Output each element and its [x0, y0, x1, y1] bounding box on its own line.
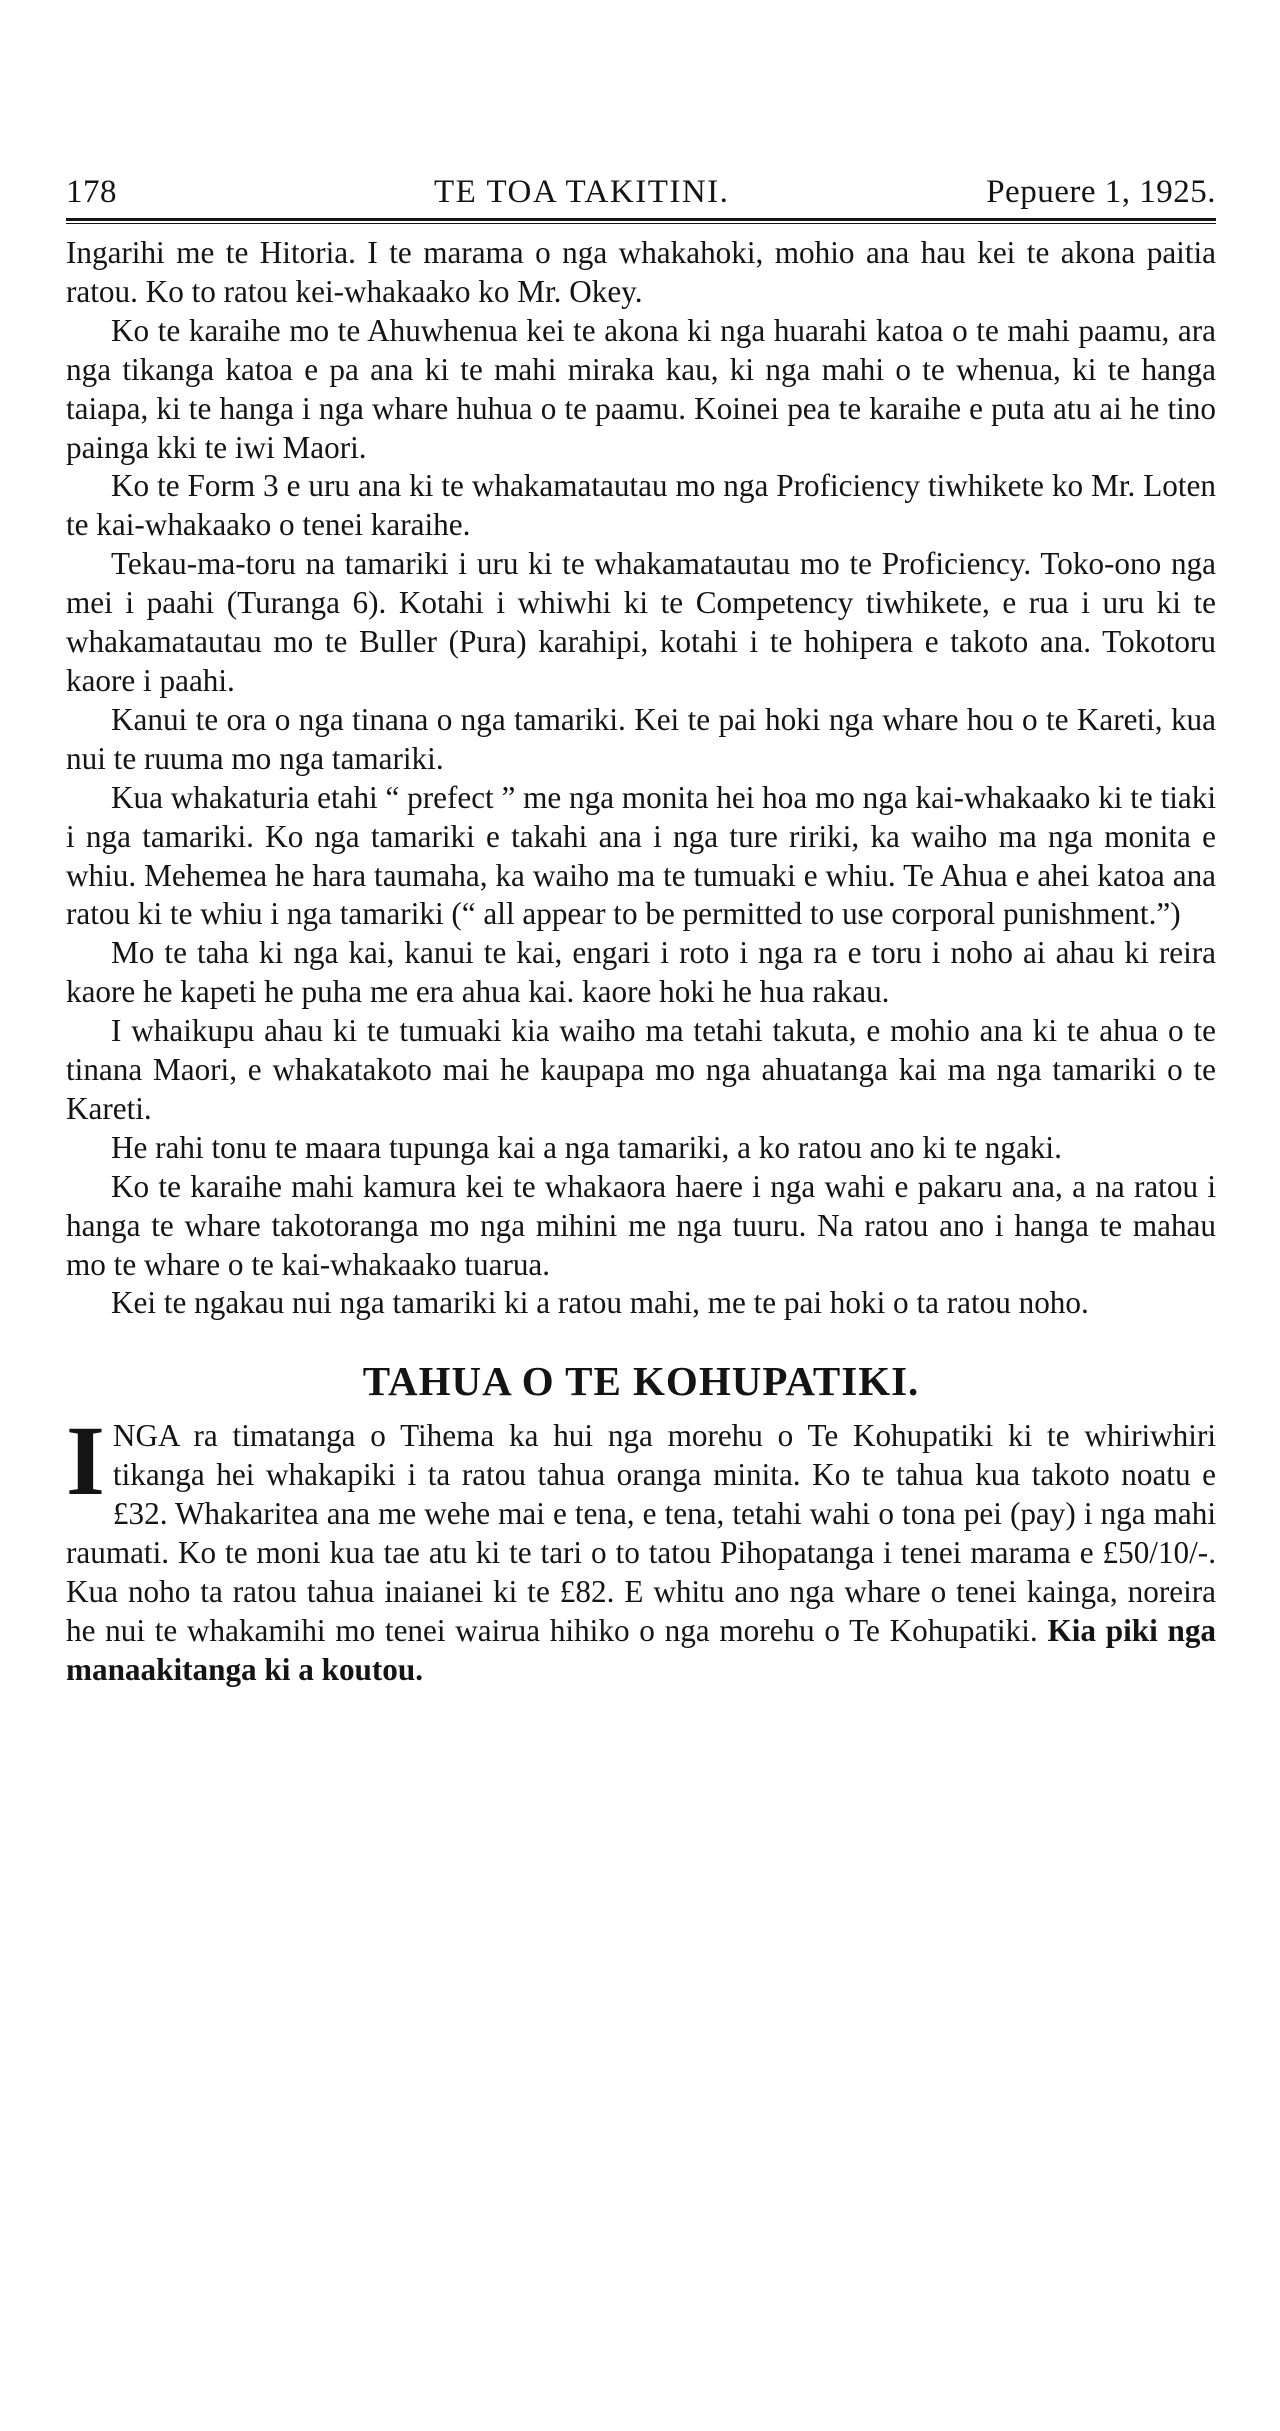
journal-title: TE TOA TAKITINI. [434, 174, 730, 210]
header-rule-thick [66, 218, 1216, 221]
article-body [66, 234, 1216, 1323]
paragraph: He rahi tonu te maara tupunga kai a nga tamariki, a ko ratou ano ki te ngaki. [111, 1129, 1062, 1165]
paragraph: Tekau-ma-toru na tamariki i uru ki te whakamatautau mo te Proficiency. Toko-ono nga mei i paahi (Turanga 6). Kotahi i whiwhi ki te Competency tiwhikete, e rua i uru ki te whakamatautau mo te Buller (Pura) karahipi, kotahi i te hohipera e takoto ana. Tokotoru kaore i paahi. [66, 546, 1216, 698]
running-header [66, 168, 1216, 216]
paragraph: Ingarihi me te Hitoria. I te marama o nga whakahoki, mohio ana hau kei te akona paitia ratou. Ko to ratou kei-whakaako ko Mr. Okey. [66, 235, 1216, 309]
paragraph: Kei te ngakau nui nga tamariki ki a ratou mahi, me te pai hoki o ta ratou noho. [111, 1285, 1089, 1321]
page-number: 178 [66, 174, 117, 210]
paragraph: Mo te taha ki nga kai, kanui te kai, engari i roto i nga ra e toru i noho ai ahau ki reira kaore he kapeti he puha me era ahua kai. kaore hoki he hua rakau. [66, 935, 1216, 1010]
drop-cap: I [66, 1405, 105, 1517]
closing-line: Kia piki nga manaakitanga ki a koutou. [66, 1612, 1217, 1687]
paragraph: I whaikupu ahau ki te tumuaki kia waiho ma tetahi takuta, e mohio ana ki te ahua o te tinana Maori, e whakatakoto mai he kaupapa mo nga ahuatanga kai ma nga tamariki o te Kareti. [66, 1013, 1216, 1126]
section-paragraph [66, 1405, 1217, 1689]
paragraph: Ko te karaihe mahi kamura kei te whakaora haere i nga wahi e pakaru ana, a na ratou i hanga te whare takotoranga mo nga mihini me nga tuuru. Na ratou ano i hanga te mahau mo te whare o te kai-whakaako tuarua. [66, 1168, 1216, 1282]
section-body [66, 1405, 1217, 1689]
paragraph: Ko te Form 3 e uru ana ki te whakamatautau mo nga Proficiency tiwhikete ko Mr. Loten te kai-whakaako o tenei karaihe. [66, 468, 1216, 543]
paragraph: Ko te karaihe mo te Ahuwhenua kei te akona ki nga huarahi katoa o te mahi paamu, ara nga tikanga katoa e pa ana ki te mahi miraka kau, ki nga mahi o te whenua, ki te hanga taiapa, ki te hanga i nga whare huhua o te paamu. Koinei pea te karaihe e puta atu ai he tino painga kki te iwi Maori. [66, 312, 1216, 465]
paragraph: Kua whakaturia etahi “ prefect ” me nga monita hei hoa mo nga kai-whakaako ki te tiaki i nga tamariki. Ko nga tamariki e takahi ana i nga ture ririki, ka waiho ma nga monita e whiu. Mehemea he hara taumaha, ka waiho ma te tumuaki e whiu. Te Ahua e ahei katoa ana ratou ki te whiu i nga tamariki (“ all appear to be permitted to use corporal punishment.”) [66, 779, 1216, 932]
issue-date: Pepuere 1, 1925. [986, 174, 1216, 210]
section-text: NGA ra timatanga o Tihema ka hui nga morehu o Te Kohupatiki ki te whiriwhiri tikanga hei whakapiki i ta ratou tahua oranga minita. Ko te tahua kua takoto noatu e £32. Whakaritea ana me wehe mai e tena, e tena, tetahi wahi o tona pei (pay) i nga mahi raumati. Ko te moni kua tae atu ki te tari o to tatou Pihopatanga i tenei marama e £50/10/-. Kua noho ta ratou tahua inaianei ki te £82. E whitu ano nga whare o tenei kainga, noreira he nui te whakamihi mo tenei wairua hihiko o nga morehu o Te Kohupatiki. [66, 1418, 1216, 1648]
section-heading: TAHUA O TE KOHUPATIKI. [362, 1358, 920, 1405]
document-page [66, 168, 1216, 1690]
paragraph: Kanui te ora o nga tinana o nga tamariki. Kei te pai hoki nga whare hou o te Kareti, kua nui te ruuma mo nga tamariki. [66, 701, 1216, 776]
header-rule-thin [66, 223, 1216, 224]
